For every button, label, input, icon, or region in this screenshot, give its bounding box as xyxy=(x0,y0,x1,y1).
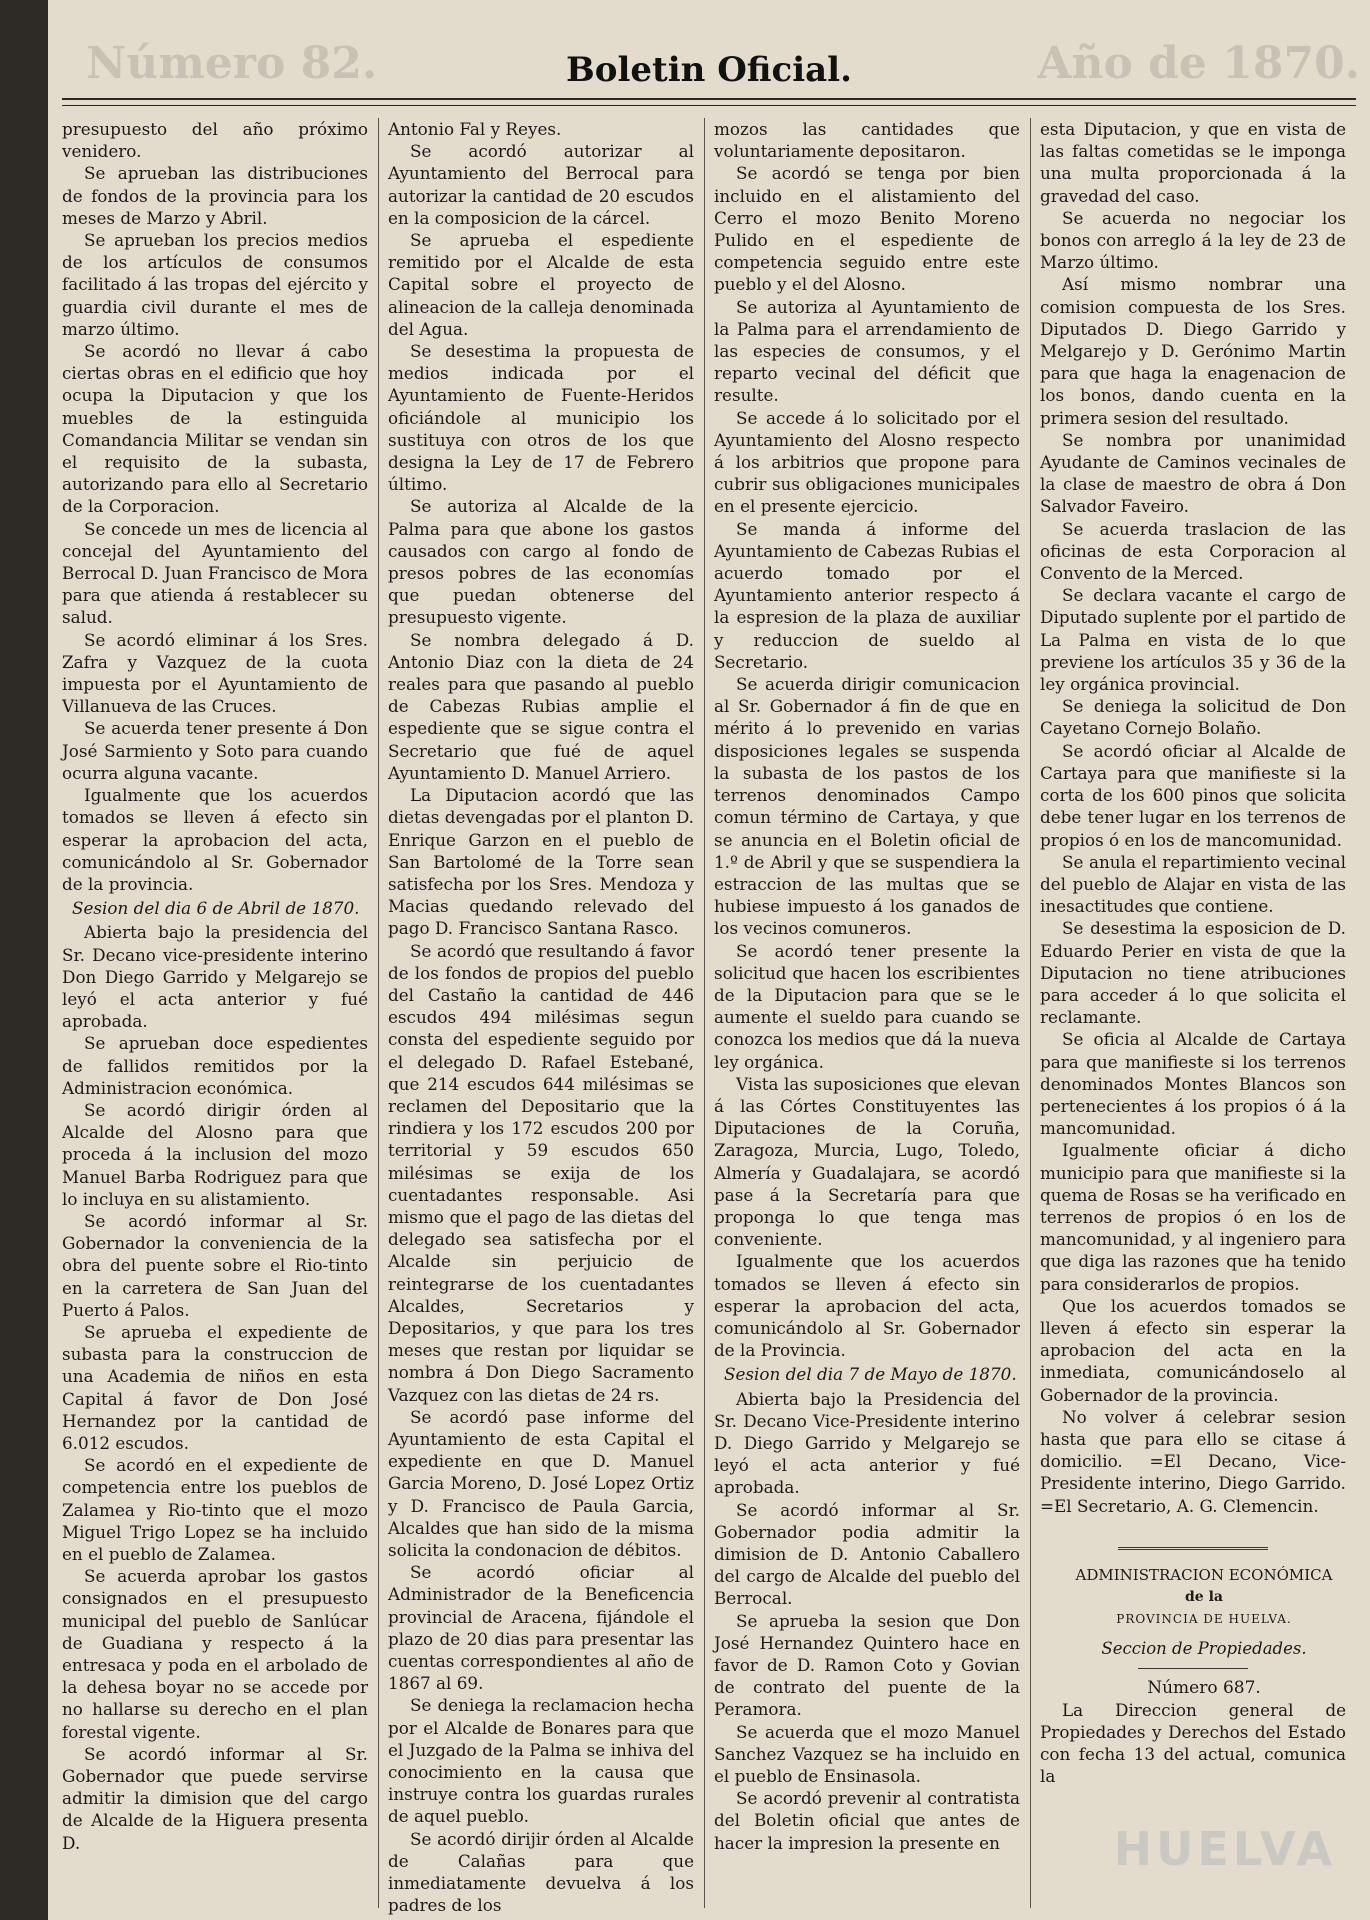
paragraph: Igualmente oficiar á dicho municipio para que manifieste si la quema de Rosas se ha verificado en terrenos de propios ó en los de mancomunidad, y al ingeniero para que diga las razones que ha tenido para considerarlos de propios. xyxy=(1040,1140,1346,1294)
paragraph: Se desestima la esposicion de D. Eduardo Perier en vista de que la Diputacion no tiene atribuciones para acceder á lo que solicita el reclamante. xyxy=(1040,918,1346,1028)
bleed-through-number: Número 82. xyxy=(86,38,378,89)
paragraph: Igualmente que los acuerdos tomados se lleven á efecto sin esperar la aprobacion del acta, comunicándolo al Sr. Gobernador de la Provincia. xyxy=(714,1251,1020,1361)
paragraph: Se concede un mes de licencia al concejal del Ayuntamiento del Berrocal D. Juan Francisco de Mora para que atienda á restablecer su salud. xyxy=(62,518,368,628)
paragraph: Se aprueban las distribuciones de fondos de la provincia para los meses de Marzo y Abril. xyxy=(62,163,368,228)
watermark-text: HUELVA xyxy=(1113,1822,1336,1876)
masthead xyxy=(48,0,1370,96)
paragraph: Se accede á lo solicitado por el Ayuntamiento del Alosno respecto á los arbitrios que propone para cubrir sus obligaciones municipales en el presente ejercicio. xyxy=(714,407,1020,517)
admin-heading: ADMINISTRACION ECONÓMICA xyxy=(1075,1565,1333,1584)
bleed-through-year: Año de 1870. xyxy=(1037,38,1360,89)
paragraph: Se acordó informar al Sr. Gobernador que puede servirse admitir la dimision que del cargo de Alcalde de la Higuera presenta D. xyxy=(62,1743,368,1853)
newspaper-title: Boletin Oficial. xyxy=(566,50,852,90)
paragraph: Se autoriza al Ayuntamiento de la Palma para el arrendamiento de las especies de consumos, y el reparto vecinal del déficit que resulte. xyxy=(714,296,1020,406)
paragraph: Se acordó dirigir órden al Alcalde del Alosno para que proceda á la inclusion del mozo Manuel Barba Rodriguez para que lo incluya en su alistamiento. xyxy=(62,1099,368,1209)
notice-number: Número 687. xyxy=(1147,1677,1261,1698)
paragraph: Se aprueba el espediente remitido por el Alcalde de esta Capital sobre el proyecto de alineacion de la calleja denominada del Agua. xyxy=(388,230,694,339)
paragraph: Se aprueba el expediente de subasta para la construccion de una Academia de niños en esta Capital á favor de Don José Hernandez por la cantidad de 6.012 escudos. xyxy=(62,1321,368,1453)
column-3 xyxy=(714,118,1020,1900)
paragraph: Se acuerda traslacion de las oficinas de esta Corporacion al Convento de la Merced. xyxy=(1040,518,1346,584)
paragraph: Se autoriza al Alcalde de la Palma para que abone los gastos causados con cargo al fondo de presos pobres de las economías que puedan obtenerse del presupuesto vigente. xyxy=(388,496,694,628)
paragraph: Se acuerda que el mozo Manuel Sanchez Vazquez se ha incluido en el pueblo de Ensinasola. xyxy=(714,1721,1020,1787)
column-divider xyxy=(378,118,379,1908)
section-separator xyxy=(1118,1547,1268,1550)
paragraph: Así mismo nombrar una comision compuesta de los Sres. Diputados D. Diego Garrido y Melgarejo y D. Gerónimo Martin para que haga la enagenacion de los bonos, dando cuenta en la primera sesion del resultado. xyxy=(1040,274,1346,428)
paragraph: Abierta bajo la presidencia del Sr. Decano vice-presidente interino Don Diego Garrido y Melgarejo se leyó el acta anterior y fué aprobada. xyxy=(62,922,368,1032)
paragraph: Se acordó autorizar al Ayuntamiento del Berrocal para autorizar la cantidad de 20 escudos en la composicion de la cárcel. xyxy=(388,141,694,228)
column-4-text xyxy=(1040,118,1346,1517)
paragraph: Se acordó pase informe del Ayuntamiento de esta Capital el expediente en que D. Manuel Garcia Moreno, D. José Lopez Ortiz y D. Francisco de Paula Garcia, Alcaldes que han sido de la misma solicita la condonacion de débitos. xyxy=(388,1406,694,1560)
paragraph: Se acordó informar al Sr. Gobernador podia admitir la dimision de D. Antonio Caballero del cargo de Alcalde del pueblo del Berrocal. xyxy=(714,1499,1020,1609)
admin-heading-province: PROVINCIA DE HUELVA. xyxy=(1116,1611,1292,1626)
masthead-rule xyxy=(62,98,1356,106)
column-1 xyxy=(62,118,368,1900)
paragraph: Vista las suposiciones que elevan á las Córtes Constituyentes las Diputaciones de la Coruña, Zaragoza, Murcia, Lugo, Toledo, Almería y Guadalajara, se acordó pase á la Secretaría para que proponga lo que tenga mas conveniente. xyxy=(714,1073,1020,1250)
section-title: Seccion de Propiedades. xyxy=(1101,1638,1307,1658)
paragraph: Se acordó informar al Sr. Gobernador la conveniencia de la obra del puente sobre el Rio-tinto en la carretera de San Juan del Puerto á Palos. xyxy=(62,1210,368,1320)
paragraph: Se acuerda aprobar los gastos consignados en el presupuesto municipal del pueblo de Sanlúcar de Guadiana y respecto á la entresaca y poda en el arbolado de la dehesa boyar no se accede por no hallarse su derecho en el plan forestal vigente. xyxy=(62,1566,368,1742)
paragraph: Se acuerda tener presente á Don José Sarmiento y Soto para cuando ocurra alguna vacante. xyxy=(62,718,368,783)
paragraph: No volver á celebrar sesion hasta que para ello se citase á domicilio. =El Decano, Vice-Presidente interino, Diego Garrido. =El Secretario, A. G. Clemencin. xyxy=(1040,1406,1346,1516)
paragraph: Se manda á informe del Ayuntamiento de Cabezas Rubias el acuerdo tomado por el Ayuntamiento anterior respecto á la espresion de la plaza de auxiliar y reduccion de sueldo al Secretario. xyxy=(714,518,1020,672)
paragraph: Abierta bajo la Presidencia del Sr. Decano Vice-Presidente interino D. Diego Garrido y Melgarejo se leyó el acta anterior y fué aprobada. xyxy=(714,1388,1020,1498)
paragraph: Se aprueban doce espedientes de fallidos remitidos por la Administracion económica. xyxy=(62,1033,368,1098)
session-heading: Sesion del dia 6 de Abril de 1870. xyxy=(72,898,360,919)
paragraph: Se acordó oficiar al Alcalde de Cartaya para que manifieste si la corta de los 600 pinos que solicita debe tener lugar en los terrenos de propios ó en los de mancomunidad. xyxy=(1040,740,1346,850)
paragraph: esta Diputacion, y que en vista de las faltas cometidas se le imponga una multa proporcionada á la gravedad del caso. xyxy=(1040,119,1346,206)
paragraph: Se aprueba la sesion que Don José Hernandez Quintero hace en favor de D. Ramon Coto y Govian de contrato del puente de la Peramora. xyxy=(714,1610,1020,1720)
column-4 xyxy=(1040,118,1346,1900)
newspaper-page xyxy=(48,0,1370,1920)
paragraph: presupuesto del año próximo venidero. xyxy=(62,119,368,162)
paragraph: Se desestima la propuesta de medios indicada por el Ayuntamiento de Fuente-Heridos oficiándole al municipio los sustituya con otros de los que designa la Ley de 17 de Febrero último. xyxy=(388,341,694,495)
column-divider xyxy=(704,118,705,1908)
paragraph: Se nombra delegado á D. Antonio Diaz con la dieta de 24 reales para que pasando al pueblo de Cabezas Rubias amplie el espediente que se sigue contra el Secretario que fué de aquel Ayuntamiento D. Manuel Arriero. xyxy=(388,629,694,783)
paragraph: Se acuerda no negociar los bonos con arreglo á la ley de 23 de Marzo último. xyxy=(1040,207,1346,273)
paragraph: Se acordó que resultando á favor de los fondos de propios del pueblo del Castaño la cantidad de 446 escudos 494 milésimas segun consta del espediente seguido por el delegado D. Rafael Estebané, que 214 escudos 644 milésimas se reclamen del Depositario que la rindiera y los 172 escudos 200 por territorial y 59 escudos 650 milésimas se exija de los cuentadantes responsable. Asi mismo que el pago de las dietas del delegado sea satisfecha por el Alcalde sin perjuicio de reintegrarse de los cuentadantes Alcaldes, Secretarios y Depositarios, y que para los tres meses que restan por liquidar se nombra á Don Diego Sacramento Vazquez con las dietas de 24 rs. xyxy=(388,940,694,1405)
paragraph: mozos las cantidades que voluntariamente depositaron. xyxy=(714,119,1020,162)
paragraph: Se deniega la solicitud de Don Cayetano Cornejo Bolaño. xyxy=(1040,696,1346,739)
paragraph: Se deniega la reclamacion hecha por el Alcalde de Bonares para que el Juzgado de la Palma se inhiva del conocimiento en la causa que instruye contra los guardas rurales de aquel pueblo. xyxy=(388,1695,694,1827)
paragraph: Se acordó tener presente la solicitud que hacen los escribientes de la Diputacion para que se le aumente el sueldo para cuando se conozca los medios que dá la nueva ley orgánica. xyxy=(714,940,1020,1072)
paragraph: Se acordó en el expediente de competencia entre los pueblos de Zalamea y Rio-tinto que el mozo Miguel Trigo Lopez se ha incluido en el pueblo de Zalamea. xyxy=(62,1455,368,1564)
session-heading: Sesion del dia 7 de Mayo de 1870. xyxy=(724,1364,1017,1385)
paragraph: Que los acuerdos tomados se lleven á efecto sin esperar la aprobacion del acta en la inmediata, comunicándoselo al Gobernador de la provincia. xyxy=(1040,1295,1346,1405)
column-divider xyxy=(1030,118,1031,1908)
paragraph: Se acordó oficiar al Administrador de la Beneficencia provincial de Aracena, fijándole el plazo de 20 dias para presentar las cuentas correspondientes al año de 1867 al 69. xyxy=(388,1562,694,1694)
paragraph: Se aprueban los precios medios de los artículos de consumos facilitado á las tropas del ejército y guardia civil durante el mes de marzo último. xyxy=(62,230,368,339)
paragraph: Se acordó eliminar á los Sres. Zafra y Vazquez de la cuota impuesta por el Ayuntamiento de Villanueva de las Cruces. xyxy=(62,629,368,717)
paragraph: Se acordó se tenga por bien incluido en el alistamiento del Cerro el mozo Benito Moreno Pulido en el espediente de competencia seguido entre este pueblo y el del Alosno. xyxy=(714,163,1020,295)
paragraph: Se acordó dirijir órden al Alcalde de Calañas para que inmediatamente devuelva á los padres de los xyxy=(388,1828,694,1916)
archive-watermark-logo xyxy=(1006,1736,1336,1886)
paragraph: Antonio Fal y Reyes. xyxy=(388,119,562,139)
column-2 xyxy=(388,118,695,1916)
notice-text: La Direccion general de Propiedades y Derechos del Estado con fecha 13 del actual, comunica la xyxy=(1040,1699,1346,1787)
paragraph: Se acuerda dirigir comunicacion al Sr. Gobernador á fin de que en mérito á lo prevenido en varias disposiciones legales se suspenda la subasta de los pastos de los terrenos denominados Campo comun término de Cartaya, y que se anuncia en el Boletin oficial de 1.º de Abril y que se suspendiera la estraccion de las multas que se hubiese impuesto á los ganados de los vecinos comuneros. xyxy=(714,674,1020,939)
paragraph: La Diputacion acordó que las dietas devengadas por el planton D. Enrique Garzon en el pueblo de San Bartolomé de la Torre sean satisfecha por los Sres. Mendoza y Macias quedando relevado del pago D. Francisco Santana Rasco. xyxy=(388,785,695,939)
paragraph: Se declara vacante el cargo de Diputado suplente por el partido de La Palma en vista de lo que previene los artículos 35 y 36 de la ley orgánica provincial. xyxy=(1040,585,1346,695)
paragraph: Se nombra por unanimidad Ayudante de Caminos vecinales de la clase de maestro de obra á Don Salvador Faveiro. xyxy=(1040,429,1346,517)
paragraph: Igualmente que los acuerdos tomados se lleven á efecto sin esperar la aprobacion del acta, comunicándolo al Sr. Gobernador de la provincia. xyxy=(62,785,368,894)
paragraph: Se acordó no llevar á cabo ciertas obras en el edificio que hoy ocupa la Diputacion y que los muebles de la estinguida Comandancia Militar se vendan sin el requisito de la subasta, autorizando para ello al Secretario de la Corporacion. xyxy=(62,341,368,517)
paragraph: Se anula el repartimiento vecinal del pueblo de Alajar en vista de las inesactitudes que contiene. xyxy=(1040,851,1346,917)
section-rule xyxy=(1138,1668,1248,1669)
admin-heading-de-la: de la xyxy=(1185,1588,1223,1605)
paragraph: Se oficia al Alcalde de Cartaya para que manifieste si los terrenos denominados Montes Blancos son pertenecientes á los propios ó á la mancomunidad. xyxy=(1040,1029,1346,1139)
paragraph: Se acordó prevenir al contratista del Boletin oficial que antes de hacer la impresion la presente en xyxy=(714,1788,1020,1853)
